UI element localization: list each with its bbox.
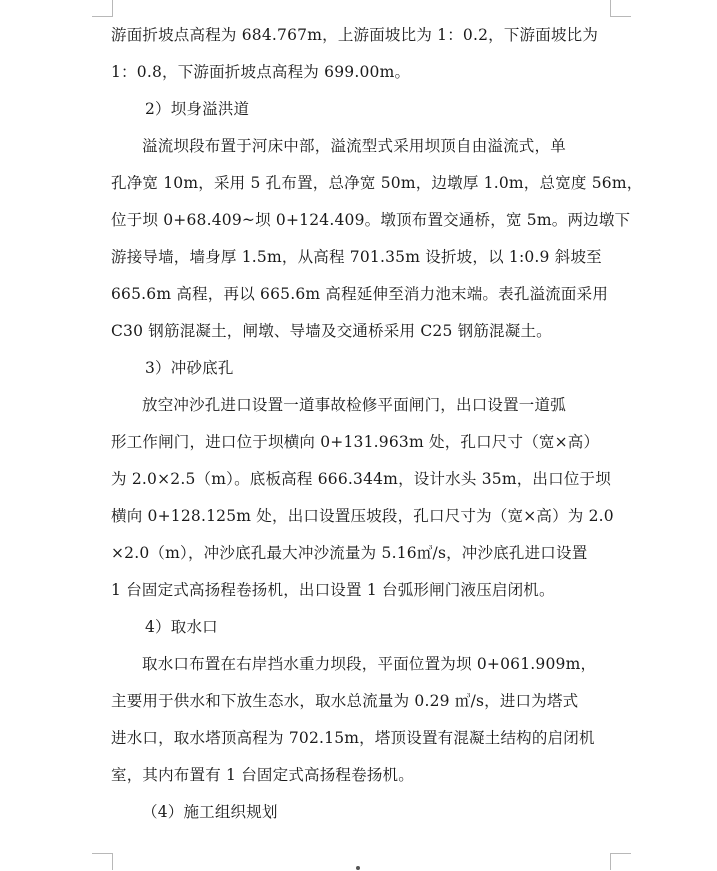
text-line: 游接导墙，墙身厚 1.5m，从高程 701.35m 设折坡，以 1:0.9 斜坡至	[111, 248, 602, 266]
text-line: 1：0.8，下游面折坡点高程为 699.00m。	[111, 63, 411, 81]
document-body	[111, 17, 643, 831]
text-line: 横向 0+128.125m 处，出口设置压坡段，孔口尺寸为（宽×高）为 2.0	[111, 507, 614, 525]
text-line: 为 2.0×2.5（m）。底板高程 666.344m，设计水头 35m，出口位于坝	[111, 470, 611, 488]
page-footer-dot	[356, 866, 360, 870]
margin-mark-top-right	[610, 0, 631, 17]
section-heading: 2）坝身溢洪道	[145, 100, 250, 118]
section-heading: 3）冲砂底孔	[145, 359, 234, 377]
text-line: 主要用于供水和下放生态水，取水总流量为 0.29 ㎥/s，进口为塔式	[111, 692, 579, 710]
text-line: 1 台固定式高扬程卷扬机，出口设置 1 台弧形闸门液压启闭机。	[111, 581, 555, 599]
text-line: 溢流坝段布置于河床中部，溢流型式采用坝顶自由溢流式，单	[142, 137, 566, 155]
text-line: 室，其内布置有 1 台固定式高扬程卷扬机。	[111, 766, 414, 784]
text-line: 取水口布置在右岸挡水重力坝段，平面位置为坝 0+061.909m，	[142, 655, 597, 673]
margin-mark-top-left	[92, 0, 113, 17]
margin-mark-bottom-right	[610, 853, 631, 870]
text-line: 放空冲沙孔进口设置一道事故检修平面闸门，出口设置一道弧	[142, 396, 566, 414]
text-line: 孔净宽 10m，采用 5 孔布置，总净宽 50m，边墩厚 1.0m，总宽度 56m，	[111, 174, 643, 192]
text-line: 进水口，取水塔顶高程为 702.15m，塔顶设置有混凝土结构的启闭机	[111, 729, 595, 747]
section-heading: （4）施工组织规划	[142, 803, 278, 821]
section-heading: 4）取水口	[145, 618, 218, 636]
text-line: 形工作闸门，进口位于坝横向 0+131.963m 处，孔口尺寸（宽×高）	[111, 433, 600, 451]
text-line: 位于坝 0+68.409~坝 0+124.409。墩顶布置交通桥，宽 5m。两边墩下	[111, 211, 631, 229]
margin-mark-bottom-left	[92, 853, 113, 870]
text-line: 665.6m 高程，再以 665.6m 高程延伸至消力池末端。表孔溢流面采用	[111, 285, 609, 303]
text-line: 游面折坡点高程为 684.767m，上游面坡比为 1：0.2，下游面坡比为	[111, 26, 599, 44]
text-line: C30 钢筋混凝土，闸墩、导墙及交通桥采用 C25 钢筋混凝土。	[111, 322, 552, 340]
text-line: ×2.0（m），冲沙底孔最大冲沙流量为 5.16㎥/s，冲沙底孔进口设置	[111, 544, 588, 562]
